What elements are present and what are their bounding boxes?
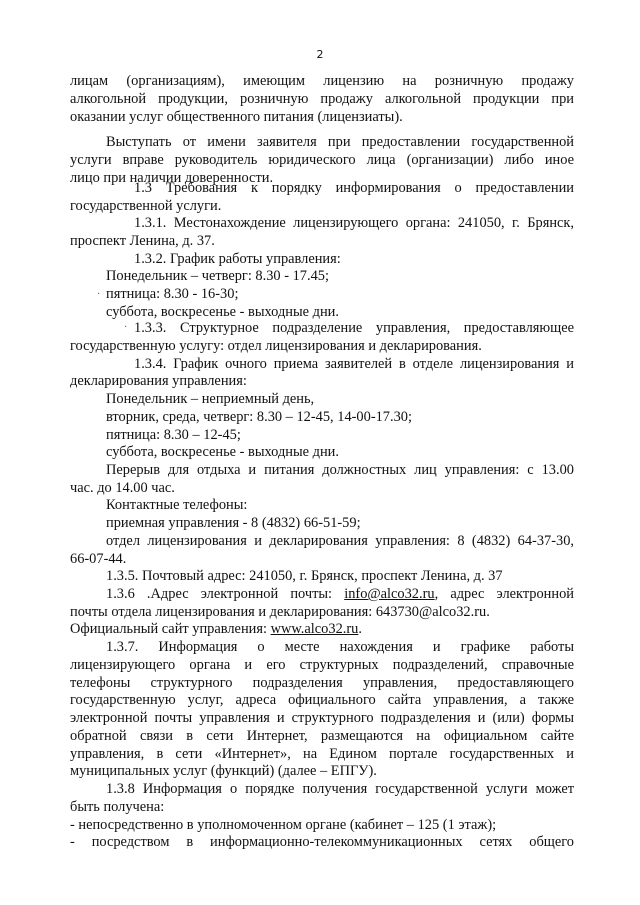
text-line: 1.3.4. График очного приема заявителей в отделе лицензирования и <box>134 356 574 372</box>
text-line: телефоны структурного подразделения управления, предоставляющего <box>70 675 574 691</box>
website-link[interactable]: www.alco32.ru <box>270 621 359 637</box>
text-line: суббота, воскресенье - выходные дни. <box>106 304 339 320</box>
text-line: час. до 14.00 час. <box>70 480 175 496</box>
text-line: управления, в сети «Интернет», на Едином портале государственных и <box>70 746 574 762</box>
scan-mark: · <box>124 322 128 333</box>
scan-mark: · <box>97 289 101 300</box>
bullet-item: - посредством в информационно-телекоммуникационных сетях общего <box>70 834 574 850</box>
email-line-1: 1.3.6 .Адрес электронной почты: info@alco32.ru, адрес электронной <box>106 586 574 602</box>
text-line: пятница: 8.30 - 16-30; <box>106 286 239 302</box>
text-line: оказании услуг общественного питания (лицензиаты). <box>70 109 403 125</box>
text-line: Выступать от имени заявителя при предоставлении государственной <box>106 134 574 150</box>
website-line: Официальный сайт управления: www.alco32.ru. <box>70 621 362 637</box>
text-line: суббота, воскресенье - выходные дни. <box>106 444 339 460</box>
text-line: лицам (организациям), имеющим лицензию на розничную продажу <box>70 73 574 89</box>
text-line: государственной услуги. <box>70 198 222 214</box>
text-line: 1.3.7. Информация о месте нахождения и графике работы <box>106 639 574 655</box>
text-line: обратной связи в сети Интернет, размещаются на официальном сайте <box>70 728 574 744</box>
text-line: алкогольной продукции, розничную продажу алкогольной продукции при <box>70 91 574 107</box>
text-line: лицо при наличии доверенности. <box>70 170 274 186</box>
text-line: Перерыв для отдыха и питания должностных лиц управления: с 13.00 <box>106 462 574 478</box>
bullet-item: - непосредственно в уполномоченном органе (кабинет – 125 (1 этаж); <box>70 817 497 833</box>
text-line: приемная управления - 8 (4832) 66-51-59; <box>106 515 361 531</box>
text-line: 1.3.1. Местонахождение лицензирующего органа: 241050, г. Брянск, <box>134 215 574 231</box>
text-line: государственную услугу: отдел лицензирования и декларирования. <box>70 338 482 354</box>
text-line: электронной почты управления и структурного подразделения и (или) формы <box>70 710 574 726</box>
text-line: Понедельник – четверг: 8.30 - 17.45; <box>106 268 329 284</box>
text-line: государственную услуг, адреса официального сайта управления, а также <box>70 692 574 708</box>
text-line: 1.3.8 Информация о порядке получения государственной услуги может <box>106 781 574 797</box>
text-line: вторник, среда, четверг: 8.30 – 12-45, 14-00-17.30; <box>106 409 412 425</box>
text-line: декларирования управления: <box>70 373 247 389</box>
text-line: 1.3.3. Структурное подразделение управления, предоставляющее <box>134 320 574 336</box>
text-line: муниципальных услуг (функций) (далее – ЕПГУ). <box>70 763 377 779</box>
text-line: 66-07-44. <box>70 551 127 567</box>
email-line-2: почты отдела лицензирования и декларирования: 643730@alco32.ru. <box>70 604 490 620</box>
text-line: Контактные телефоны: <box>106 497 248 513</box>
text-line: 1.3.2. График работы управления: <box>134 251 341 267</box>
text-line: Понедельник – неприемный день, <box>106 391 315 407</box>
text-line: проспект Ленина, д. 37. <box>70 233 215 249</box>
section-heading-1-3: 1.3 Требования к порядку информирования о предоставлении <box>134 180 574 196</box>
text-line: 1.3.5. Почтовый адрес: 241050, г. Брянск, проспект Ленина, д. 37 <box>106 568 503 584</box>
text-line: лицензирующего органа и его структурных подразделений, справочные <box>70 657 574 673</box>
text-line: пятница: 8.30 – 12-45; <box>106 427 241 443</box>
text-line: услуги вправе руководитель юридического лица (организации) либо иное <box>70 152 574 168</box>
page-number: 2 <box>316 48 324 61</box>
email-link[interactable]: info@alco32.ru <box>344 586 435 602</box>
text-line: быть получена: <box>70 799 165 815</box>
text-line: отдел лицензирования и декларирования управления: 8 (4832) 64-37-30, <box>106 533 574 549</box>
